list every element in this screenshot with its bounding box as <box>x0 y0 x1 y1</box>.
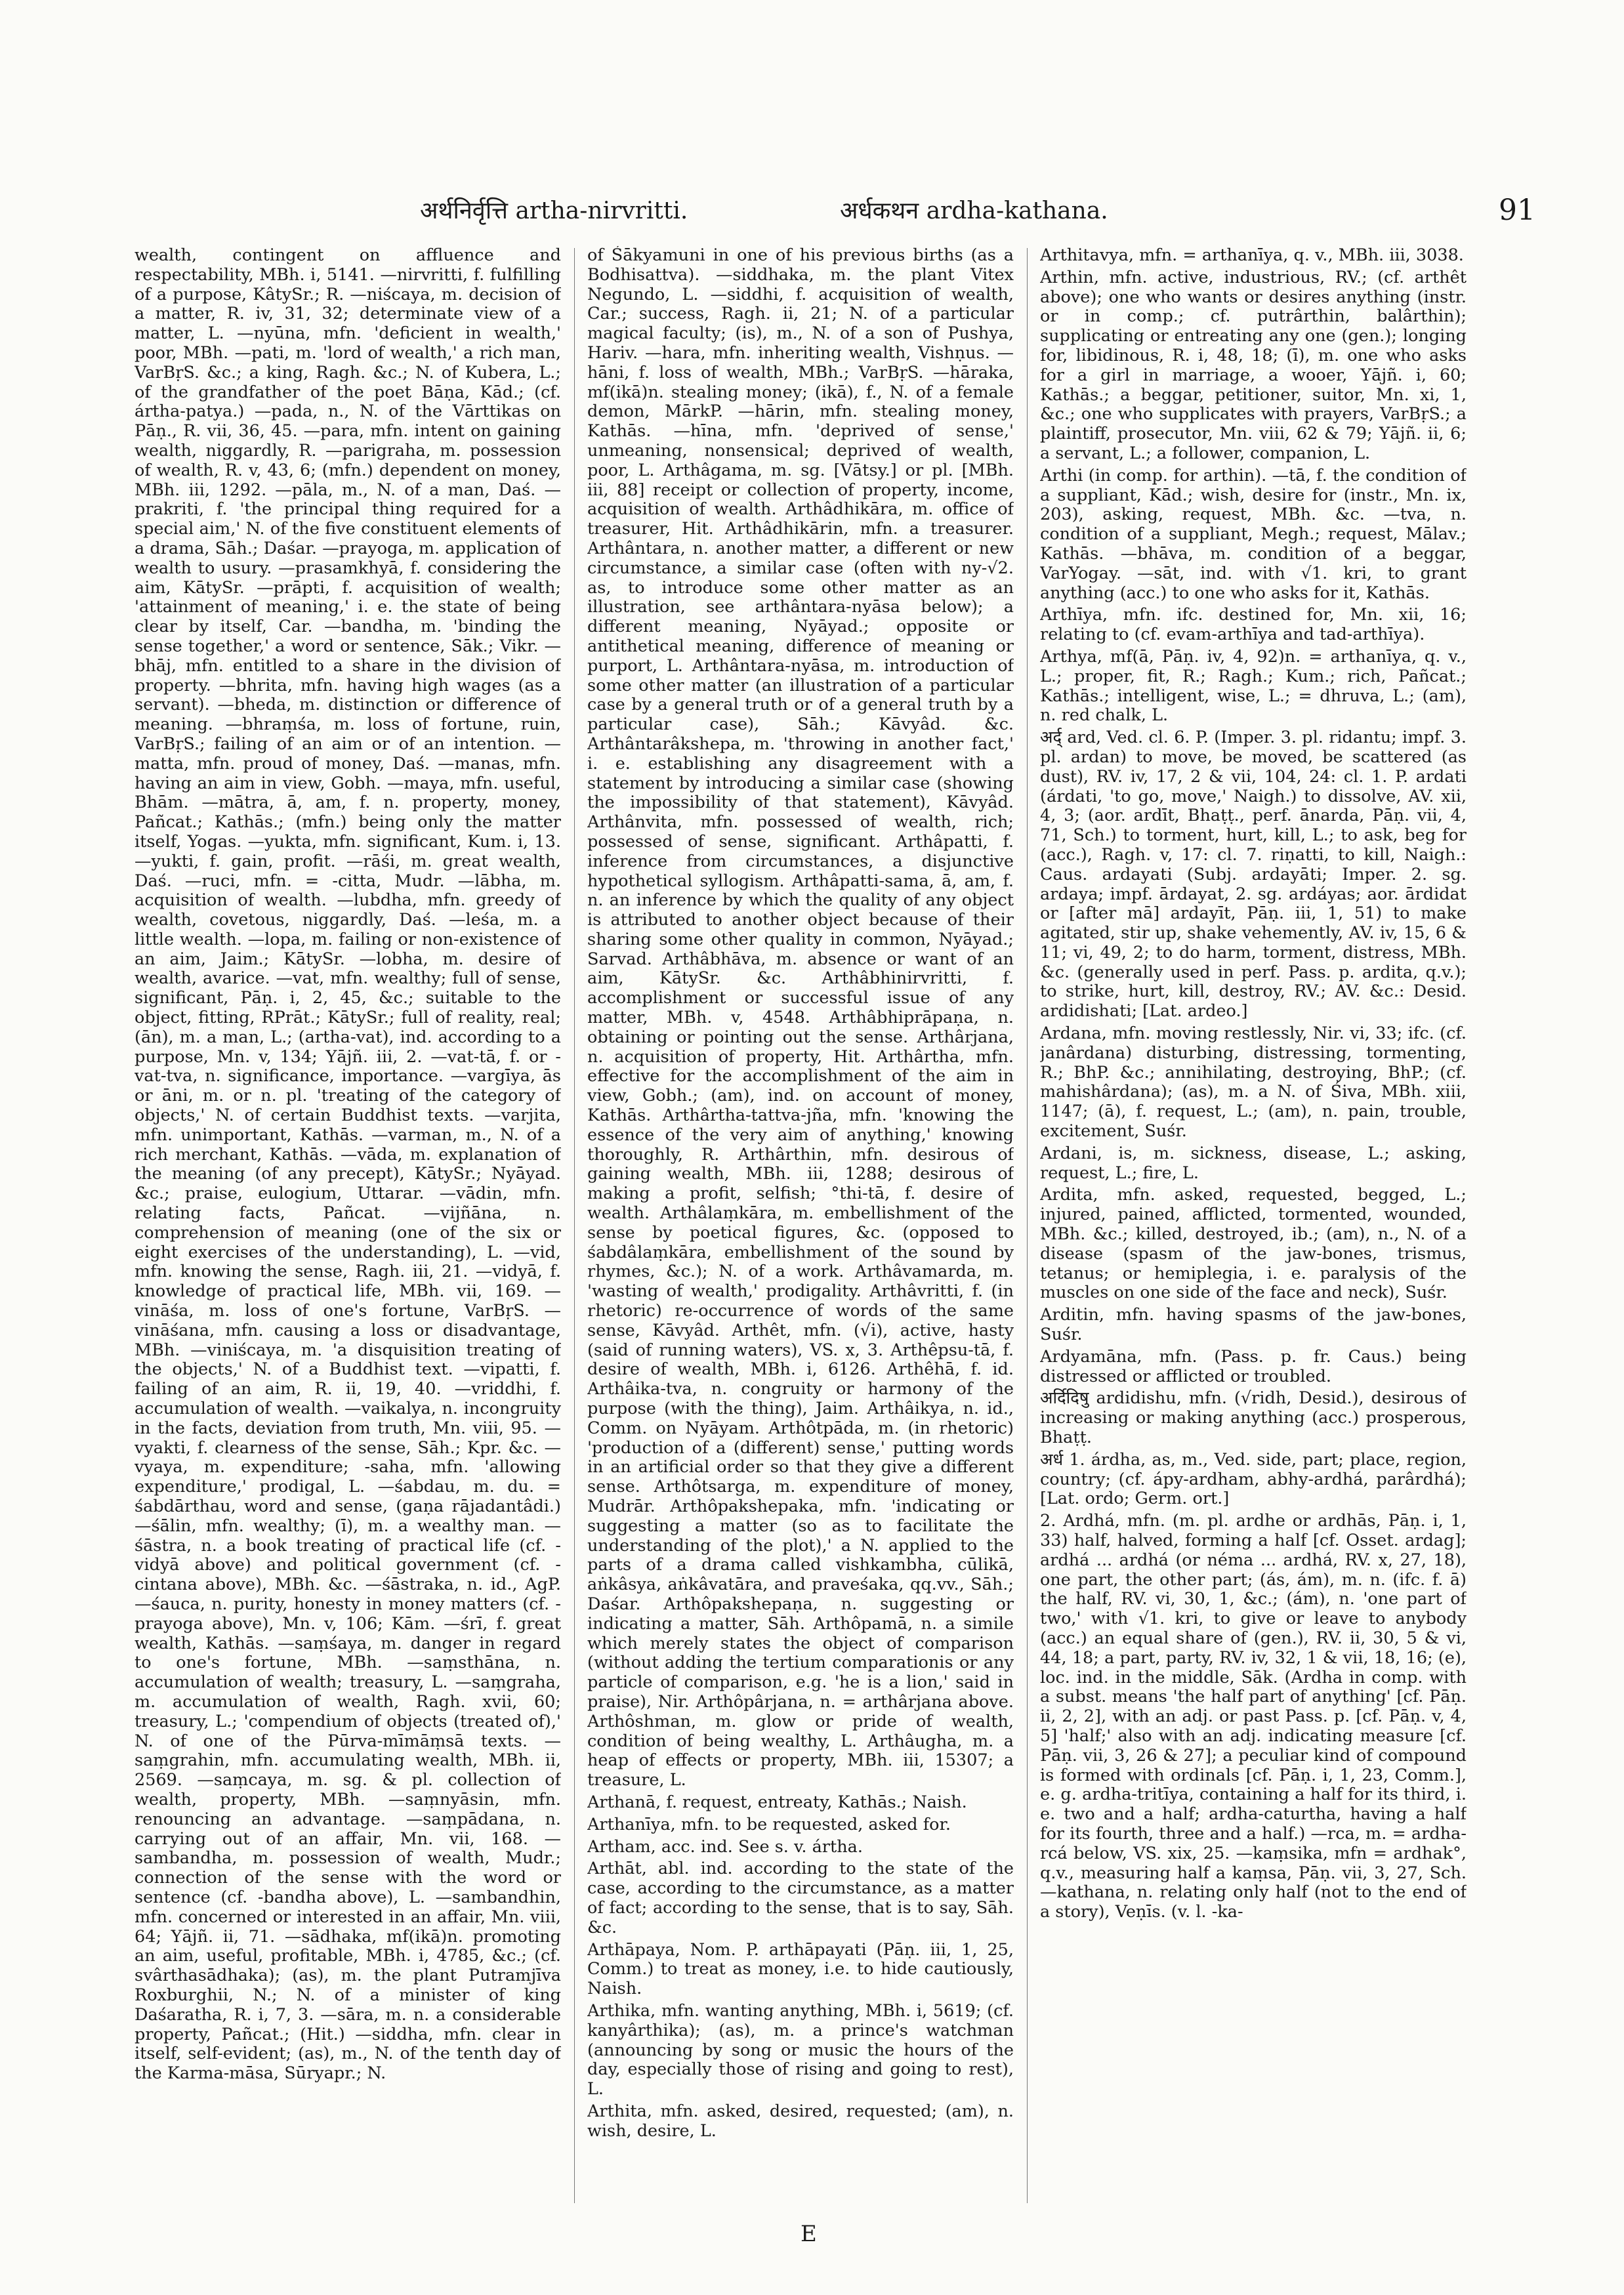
dictionary-entry: Ardani, is, m. sickness, disease, L.; asking, request, L.; fire, L. <box>1040 1143 1467 1183</box>
dictionary-column-2 <box>587 246 1014 2208</box>
dictionary-entry: Arthya, mf(ā, Pāṇ. iv, 4, 92)n. = arthanīya, q. v., L.; proper, fit, R.; Ragh.; Kum.; rich, Pañcat.; Kathās.; intelligent, wise, L.; = dhruva, L.; (am), n. red chalk, L. <box>1040 646 1467 726</box>
dictionary-entry: Arthanīya, mfn. to be requested, asked for. <box>587 1814 951 1834</box>
dictionary-entry: Ardana, mfn. moving restlessly, Nir. vi, 33; ifc. (cf. janârdana) disturbing, distressing, tormenting, R.; BhP. &c.; annihilating, destroying, BhP.; (cf. mahishârdana); (as), m. a N. of Śiva, MBh. xiii, 1147; (ā), f. request, L.; (am), n. pain, trouble, excitement, Suśr. <box>1040 1023 1467 1142</box>
dictionary-entry: 2. Ardhá, mfn. (m. pl. ardhe or ardhās, Pāṇ. i, 1, 33) half, halved, forming a half [cf. Osset. ardag]; ardhá ... ardhá (or néma ... ardhá, RV. x, 27, 18), one part, the other part; (ás, ám), m. n. (ifc. f. ā) the half, RV. vi, 30, 1, &c.; (ám), n. 'one part of two,' with √1. kri, to give or leave to anybody (acc.) an equal share of (gen.), RV. ii, 30, 5 & vi, 44, 18; a part, party, RV. iv, 32, 1 & vii, 18, 16; (e), loc. ind. in the middle, Sāk. (Ardha in comp. with a subst. means 'the half part of anything' [cf. Pāṇ. ii, 2, 2], with an adj. or past Pass. p. [cf. Pāṇ. v, 4, 5] 'half;' also with an adj. indicating measure [cf. Pāṇ. vii, 3, 26 & 27]; a peculiar kind of compound is formed with ordinals [cf. Pāṇ. i, 1, 23, Comm.], e. g. ardha-tritīya, containing a half for its third, i. e. two and a half; ardha-caturtha, having a half for its fourth, three and a half.) —rca, m. = ardha-rcá below, VS. xix, 25. —kaṃsika, mfn = ardhak°, q.v., measuring half a kaṃsa, Pāṇ. vii, 3, 27, Sch. —kathana, n. relating only half (not to the end of a story), Veṇīs. (v. l. -ka- <box>1040 1511 1467 1922</box>
dictionary-entry: Arthīya, mfn. ifc. destined for, Mn. xii, 16; relating to (cf. evam-arthīya and tad-arthīya). <box>1040 605 1467 645</box>
dictionary-entry: Arthita, mfn. asked, desired, requested; (am), n. wish, desire, L. <box>587 2101 1014 2141</box>
dictionary-entry: Ardita, mfn. asked, requested, begged, L.; injured, pained, afflicted, tormented, wounded, MBh. &c.; killed, destroyed, ib.; (am), n., N. of a disease (spasm of the jaw-bones, trismus, tetanus; or hemiplegia, i. e. paralysis of the muscles on one side of the face and neck), Suśr. <box>1040 1185 1467 1303</box>
dictionary-entry: Arthanā, f. request, entreaty, Kathās.; Naish. <box>587 1792 967 1812</box>
page-header <box>131 194 1535 233</box>
dictionary-entry: of Śākyamuni in one of his previous births (as a Bodhisattva). —siddhaka, m. the plant Vitex Negundo, L. —siddhi, f. acquisition of wealth, Car.; success, Ragh. ii, 21; N. of a particular magical faculty; (is), m., N. of a son of Pushya, Hariv. —hara, mfn. inheriting wealth, Vishṇus. —hāni, f. loss of wealth, MBh.; VarBṛS. —hāraka, mf(ikā)n. stealing money; (ikā), f., N. of a female demon, MārkP. —hārin, mfn. stealing money, Kathās. —hīna, mfn. 'deprived of sense,' unmeaning, nonsensical; deprived of wealth, poor, L. Arthâgama, m. sg. [Vātsy.] or pl. [MBh. iii, 88] receipt or collection of property, income, acquisition of wealth. Arthâdhikāra, m. office of treasurer, Hit. Arthâdhikārin, mfn. a treasurer. Arthântara, n. another matter, a different or new circumstance, a similar case (often with ny-√2. as, to introduce some other matter as an illustration, see arthântara-nyāsa below); a different meaning, Nyāyad.; opposite or antithetical meaning, difference of meaning or purport, L. Arthântara-nyāsa, m. introduction of some other matter (an illustration of a particular case by a general truth or of a general truth by a particular case), Sāh.; Kāvyâd. &c. Arthântarâkshepa, m. 'throwing in another fact,' i. e. establishing any disagreement with a statement by introducing a similar case (showing the impossibility of that statement), Kāvyâd. Arthânvita, mfn. possessed of wealth, rich; possessed of sense, significant. Arthâpatti, f. inference from circumstances, a disjunctive hypothetical syllogism. Arthâpatti-sama, ā, am, f. n. an inference by which the quality of any object is attributed to another object because of their sharing some other quality in common, Nyāyad.; Sarvad. Arthâbhāva, m. absence or want of an aim, KātySr. &c. Arthâbhinirvritti, f. accomplishment or successful issue of any matter, MBh. v, 4548. Arthâbhiprāpaṇa, n. obtaining or pointing out the sense. Arthârjana, n. acquisition of property, Hit. Arthârtha, mfn. effective for the accomplishment of the aim in view, Gobh.; (am), ind. on account of money, Kathās. Arthârtha-tattva-jña, mfn. 'knowing the essence of the very aim of anything,' knowing thoroughly, R. Arthârthin, mfn. desirous of gaining wealth, MBh. iii, 1288; desirous of making a profit, selfish; °thi-tā, f. desire of wealth. Arthâlaṃkāra, m. embellishment of the sense by poetical figures, &c. (opposed to śabdâlaṃkāra, embellishment of the sound by rhymes, &c.); N. of a work. Arthâvamarda, m. 'wasting of wealth,' prodigality. Arthâvritti, f. (in rhetoric) re-occurrence of words of the same sense, Kāvyâd. Arthêt, mfn. (√i), active, hasty (said of running waters), VS. x, 3. Arthêpsu-tā, f. desire of wealth, MBh. i, 6126. Arthêhā, f. id. Arthâika-tva, n. congruity or harmony of the purpose (with the thing), Jaim. Arthâikya, n. id., Comm. on Nyāyam. Arthôtpāda, m. (in rhetoric) 'production of a (different) sense,' putting words in an artificial order so that they give a different sense. Arthôtsarga, m. expenditure of money, Mudrār. Arthôpakshepaka, mfn. 'indicating or suggesting a matter (so as to facilitate the understanding of the plot),' a N. applied to the parts of a drama called vishkambha, cūlikā, aṅkâsya, aṅkâvatāra, and praveśaka, qq.vv., Sāh.; Daśar. Arthôpakshepaṇa, n. suggesting or indicating a matter, Sāh. Arthôpamā, n. a simile which merely states the object of comparison (without adding the tertium comparationis or any particle of comparison, e.g. 'he is a lion,' said in praise), Nir. Arthôpârjana, n. = arthârjana above. Arthôshman, m. glow or pride of wealth, condition of being wealthy, L. Arthâugha, m. a heap of effects or property, MBh. iii, 15307; a treasure, L. <box>587 246 1014 1790</box>
dictionary-entry: Ardyamāna, mfn. (Pass. p. fr. Caus.) being distressed or afflicted or troubled. <box>1040 1346 1467 1386</box>
column-divider <box>574 248 575 2203</box>
dictionary-entry: अर्ध 1. árdha, as, m., Ved. side, part; place, region, country; (cf. ápy-ardham, abhy-ardhá, parârdhá); [Lat. ordo; Germ. ort.] <box>1040 1449 1467 1509</box>
left-running-headword: अर्थनिर्वृत्ति artha-nirvritti. <box>420 197 688 224</box>
dictionary-entry: wealth, contingent on affluence and respectability, MBh. i, 5141. —nirvritti, f. fulfilling of a purpose, KâtySr.; R. —niścaya, m. decision of a matter, R. iv, 31, 32; determinate view of a matter, L. —nyūna, mfn. 'deficient in wealth,' poor, MBh. —pati, m. 'lord of wealth,' a rich man, VarBṛS. &c.; a king, Ragh. &c.; N. of Kubera, L.; of the grandfather of the poet Bāṇa, Kād.; (cf. ártha-patya.) —pada, n., N. of the Vārttikas on Pāṇ., R. vii, 36, 45. —para, mfn. intent on gaining wealth, niggardly, R. —parigraha, m. possession of wealth, R. v, 43, 6; (mfn.) dependent on money, MBh. iii, 1292. —pāla, m., N. of a man, Daś. —prakriti, f. 'the principal thing required for a special aim,' N. of the five constituent elements of a drama, Sāh.; Daśar. —prayoga, m. application of wealth to usury. —prasamkhyā, f. considering the aim, KātySr. —prāpti, f. acquisition of wealth; 'attainment of meaning,' i. e. the state of being clear by itself, Car. —bandha, m. 'binding the sense together,' a word or sentence, Sāk.; Vikr. —bhāj, mfn. entitled to a share in the division of property. —bhrita, mfn. having high wages (as a servant). —bheda, m. distinction or difference of meaning. —bhraṃśa, m. loss of fortune, ruin, VarBṛS.; failing of an aim or of an intention. —matta, mfn. proud of money, Daś. —manas, mfn. having an aim in view, Gobh. —maya, mfn. useful, Bhām. —mātra, ā, am, f. n. property, money, Pañcat.; Kathās.; (mfn.) being only the matter itself, Yogas. —yukta, mfn. significant, Kum. i, 13. —yukti, f. gain, profit. —rāśi, m. great wealth, Daś. —ruci, mfn. = -citta, Mudr. —lābha, m. acquisition of wealth. —lubdha, mfn. greedy of wealth, covetous, niggardly, Daś. —leśa, m. a little wealth. —lopa, m. failing or non-existence of an aim, Jaim.; KātySr. —lobha, m. desire of wealth, avarice. —vat, mfn. wealthy; full of sense, significant, Pāṇ. i, 2, 45, &c.; suitable to the object, fitting, RPrāt.; KātySr.; full of reality, real; (ān), m. a man, L.; (artha-vat), ind. according to a purpose, Mn. v, 134; Yājñ. iii, 2. —vat-tā, f. or -vat-tva, n. significance, importance. —vargīya, ās or āni, m. or n. pl. 'treating of the category of objects,' N. of certain Buddhist texts. —varjita, mfn. unimportant, Kathās. —varman, m., N. of a rich merchant, Kathās. —vāda, m. explanation of the meaning (of any precept), KātySr.; Nyāyad. &c.; praise, eulogium, Uttarar. —vādin, mfn. relating facts, Pañcat. —vijñāna, n. comprehension of meaning (one of the six or eight exercises of the understanding), L. —vid, mfn. knowing the sense, Ragh. iii, 21. —vidyā, f. knowledge of practical life, MBh. vii, 169. —vināśa, m. loss of one's fortune, VarBṛS. —vināśana, mfn. causing a loss or disadvantage, MBh. —viniścaya, m. 'a disquisition treating of the objects,' N. of a Buddhist text. —vipatti, f. failing of an aim, R. ii, 19, 40. —vriddhi, f. accumulation of wealth. —vaikalya, n. incongruity in the facts, deviation from truth, Mn. viii, 95. —vyakti, f. clearness of the sense, Sāh.; Kpr. &c. —vyaya, m. expenditure; -saha, mfn. 'allowing expenditure,' prodigal, L. —śabdau, m. du. = śabdārthau, word and sense, (gaṇa rājadantâdi.) —śālin, mfn. wealthy; (ī), m. a wealthy man. —śāstra, n. a book treating of practical life (cf. -vidyā above) and political government (cf. -cintana above), MBh. &c. —śāstraka, n. id., AgP. —śauca, n. purity, honesty in money matters (cf. -prayoga above), Mn. v, 106; Kām. —śrī, f. great wealth, Kathās. —saṃśaya, m. danger in regard to one's fortune, MBh. —saṃsthāna, n. accumulation of wealth; treasury, L. —saṃgraha, m. accumulation of wealth, Ragh. xvii, 60; treasury, L.; 'compendium of objects (treated of),' N. of one of the Pūrva-mīmāṃsā texts. —saṃgrahin, mfn. accumulating wealth, MBh. ii, 2569. —saṃcaya, m. sg. & pl. collection of wealth, property, MBh. —saṃnyāsin, mfn. renouncing an advantage. —saṃpādana, n. carrying out of an affair, Mn. vii, 168. —sambandha, m. possession of wealth, Mudr.; connection of the sense with the word or sentence (cf. -bandha above), L. —sambandhin, mfn. concerned or interested in an affair, Mn. viii, 64; Yājñ. ii, 71. —sādhaka, mf(ikā)n. promoting an aim, useful, profitable, MBh. i, 4785, &c.; (cf. svârthasādhaka); (as), m. the plant Putramjīva Roxburghii, N.; N. of a minister of king Daśaratha, R. i, 7, 3. —sāra, m. n. a considerable property, Pañcat.; (Hit.) —siddha, mfn. clear in itself, self-evident; (as), m., N. of the tenth day of the Karma-māsa, Sūryapr.; N. <box>135 246 561 2084</box>
dictionary-entry: Artham, acc. ind. See s. v. ártha. <box>587 1836 863 1857</box>
dictionary-column-1 <box>135 246 561 2208</box>
dictionary-entry: Arthika, mfn. wanting anything, MBh. i, 5619; (cf. kanyârthika); (as), m. a prince's watchman (announcing by song or music the hours of the day, especially those of rising and going to rest), L. <box>587 2000 1014 2099</box>
right-running-headword: अर्धकथन ardha-kathana. <box>840 197 1108 224</box>
dictionary-entry: अर्द् ard, Ved. cl. 6. P. (Imper. 3. pl. ridantu; impf. 3. pl. ardan) to move, be moved, be scattered (as dust), RV. iv, 17, 2 & vii, 104, 24: cl. 1. P. ardati (árdati, 'to go, move,' Naigh.) to dissolve, AV. xii, 4, 3; (aor. ardīt, Bhaṭṭ., perf. ānarda, Pāṇ. vii, 4, 71, Sch.) to torment, hurt, kill, L.; to ask, beg for (acc.), Ragh. v, 17: cl. 7. riṇatti, to kill, Naigh.: Caus. ardayati (Subj. ardayāti; Imper. 2. sg. ardaya; impf. ārdayat, 2. sg. ardáyas; aor. ārdidat or [after mā] ardayīt, Pāṇ. iii, 1, 51) to make agitated, stir up, shake vehemently, AV. iv, 15, 6 & 11; vi, 49, 2; to do harm, torment, distress, MBh. &c. (generally used in perf. Pass. p. ardita, q.v.); to strike, hurt, kill, destroy, RV.; AV. &c.: Desid. ardidishati; [Lat. ardeo.] <box>1040 728 1467 1022</box>
dictionary-entry: Arthin, mfn. active, industrious, RV.; (cf. arthêt above); one who wants or desires anything (instr. or in comp.; cf. putrârthin, balârthin); supplicating or entreating any one (gen.); longing for, libidinous, R. i, 48, 18; (ī), m. one who asks for a girl in marriage, a wooer, Yājñ. i, 60; Kathās.; a beggar, petitioner, suitor, Mn. xi, 1, &c.; one who supplicates with prayers, VarBṛS.; a plaintiff, prosecutor, Mn. viii, 62 & 79; Yājñ. ii, 6; a servant, L.; a follower, companion, L. <box>1040 267 1467 463</box>
signature-mark: E <box>801 2221 817 2247</box>
page-number: 91 <box>1499 194 1535 227</box>
dictionary-entry: Arthitavya, mfn. = arthanīya, q. v., MBh. iii, 3038. <box>1040 246 1464 265</box>
dictionary-entry: अर्दिदिषु ardidishu, mfn. (√ridh, Desid.), desirous of increasing or making anything (acc.) prosperous, Bhaṭṭ. <box>1040 1388 1467 1448</box>
dictionary-column-3 <box>1040 246 1467 2208</box>
dictionary-entry: Arthāpaya, Nom. P. arthāpayati (Pāṇ. iii, 1, 25, Comm.) to treat as money, i.e. to hide cautiously, Naish. <box>587 1939 1014 1999</box>
dictionary-entry: Arthāt, abl. ind. according to the state of the case, according to the circumstance, as a matter of fact; according to the sense, that is to say, Sāh. &c. <box>587 1859 1014 1937</box>
column-divider <box>1027 248 1028 2203</box>
dictionary-entry: Arditin, mfn. having spasms of the jaw-bones, Suśr. <box>1040 1305 1467 1345</box>
dictionary-entry: Arthi (in comp. for arthin). —tā, f. the condition of a suppliant, Kād.; wish, desire for (instr., Mn. ix, 203), asking, request, MBh. &c. —tva, n. condition of a suppliant, Megh.; request, Mālav.; Kathās. —bhāva, m. condition of a beggar, VarYogay. —sāt, ind. with √1. kri, to grant anything (acc.) to one who asks for it, Kathās. <box>1040 465 1467 603</box>
